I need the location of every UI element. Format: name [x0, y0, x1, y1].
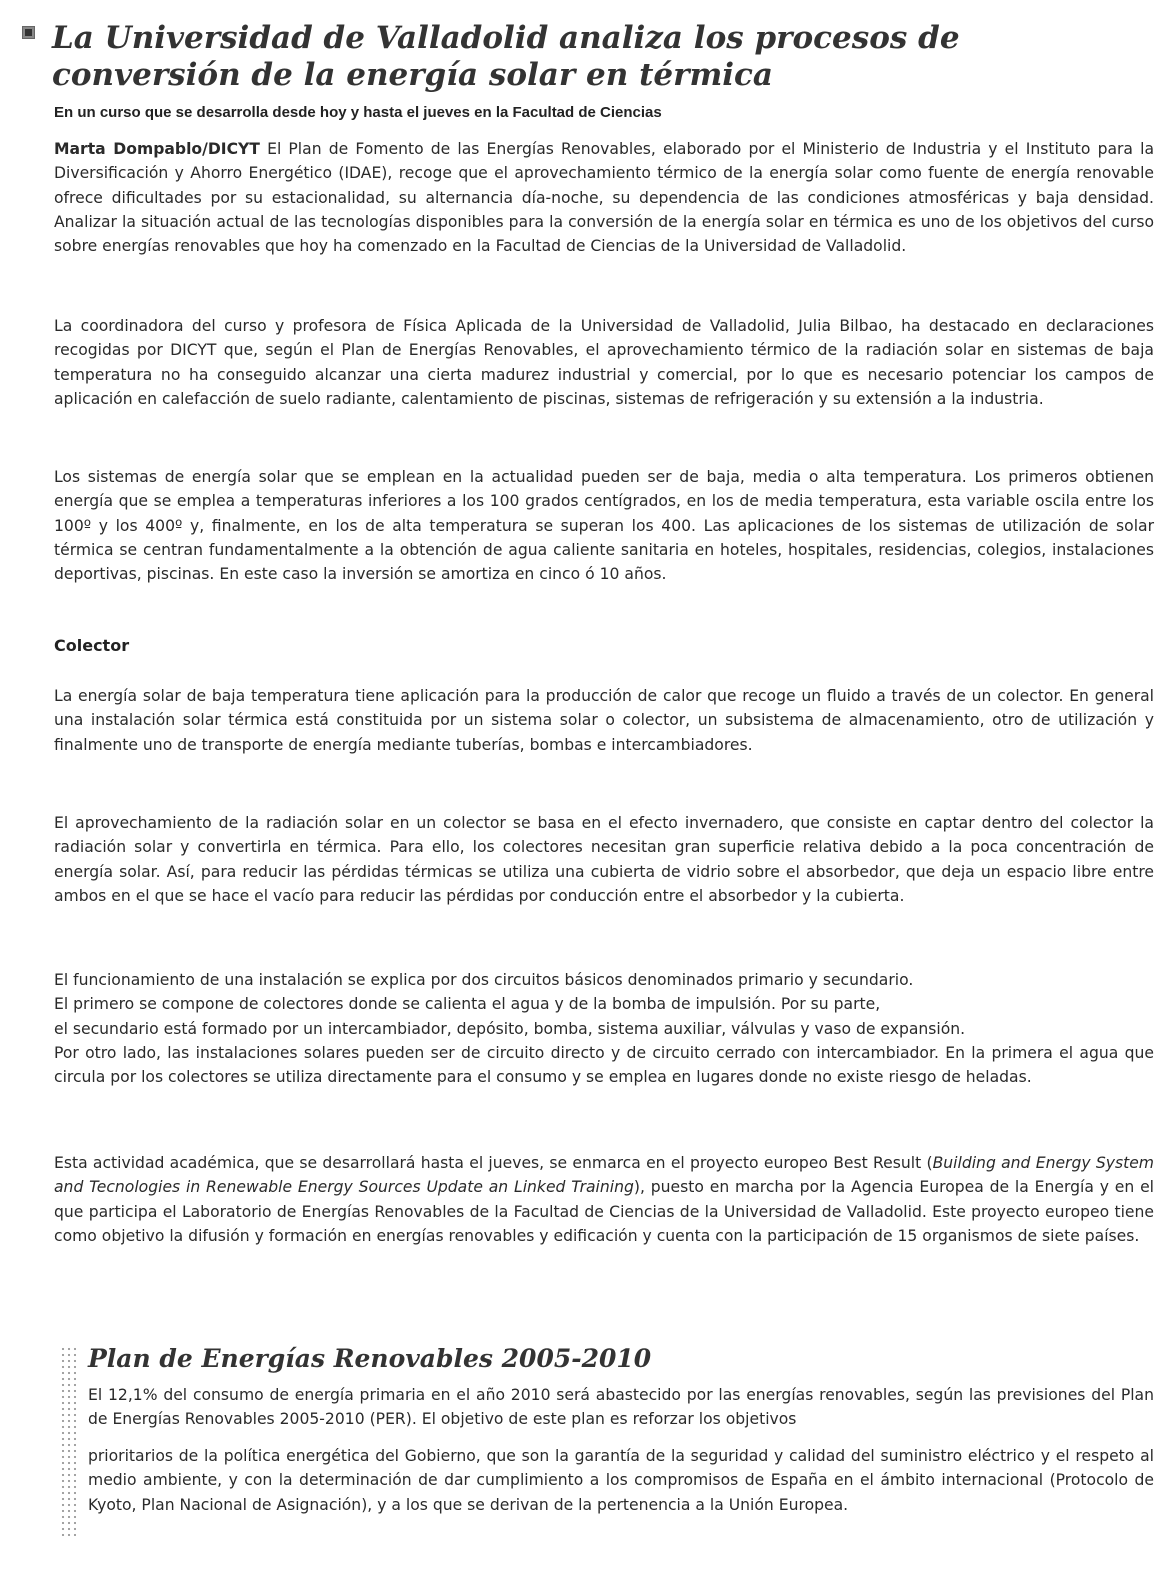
paragraph-7-text-a: Esta actividad académica, que se desarrollará hasta el jueves, se enmarca en el proyecto europeo Best Result (	[54, 1154, 933, 1172]
paragraph-1	[54, 137, 1154, 258]
sidebar-paragraph-1	[88, 1383, 1154, 1432]
sidebar-paragraph-2	[88, 1444, 1154, 1517]
paragraph-6-line-2: El primero se compone de colectores donde se calienta el agua y de la bomba de impulsión. Por su parte,	[54, 995, 881, 1014]
paragraph-5	[54, 811, 1154, 908]
paragraph-5-text: El aprovechamiento de la radiación solar en un colector se basa en el efecto invernadero, que consiste en captar dentro del colector la radiación solar y convertirla en térmica. Para ello, los colectores necesitan gran superficie relativa debido a la poca concentración de energía solar. Así, para reducir las pérdidas térmicas se utiliza una cubierta de vidrio sobre el absorbedor, que deja un espacio libre entre ambos en el que se hace el vacío para reducir las pérdidas por conducción entre el absorbedor y la cubierta.	[54, 814, 1154, 905]
paragraph-4-text: La energía solar de baja temperatura tiene aplicación para la producción de calor que recoge un fluido a través de un colector. En general una instalación solar térmica está constituida por un sistema solar o colector, un subsistema de almacenamiento, otro de utilización y finalmente uno de transporte de energía mediante tuberías, bombas e intercambiadores.	[54, 687, 1154, 754]
paragraph-3-text: Los sistemas de energía solar que se emplean en la actualidad pueden ser de baja, media o alta temperatura. Los primeros obtienen energía que se emplea a temperaturas inferiores a los 100 grados centígrados, en los de media temperatura, esta variable oscila entre los 100º y los 400º y, finalmente, en los de alta temperatura se superan los 400. Las aplicaciones de los sistemas de utilización de solar térmica se centran fundamentalmente a la obtención de agua caliente sanitaria en hoteles, hospitales, residencias, colegios, instalaciones deportivas, piscinas. En este caso la inversión se amortiza en cinco ó 10 años.	[54, 468, 1154, 584]
paragraph-1-text: El Plan de Fomento de las Energías Renovables, elaborado por el Ministerio de Industria y el Instituto para la Diversificación y Ahorro Energético (IDAE), recoge que el aprovechamiento térmico de la energía solar como fuente de energía renovable ofrece dificultades por su estacionalidad, su alternancia día-noche, su dependencia de las condiciones atmosféricas y baja densidad. Analizar la situación actual de las tecnologías disponibles para la conversión de la energía solar en térmica es uno de los objetivos del curso sobre energías renovables que hoy ha comenzado en la Facultad de Ciencias de la Universidad de Valladolid.	[54, 140, 1155, 256]
paragraph-6-line-1: El funcionamiento de una instalación se explica por dos circuitos básicos denominados primario y secundario.	[54, 971, 914, 989]
sidebar-paragraph-2-text: prioritarios de la política energética del Gobierno, que son la garantía de la seguridad y calidad del suministro eléctrico y el respeto al medio ambiente, y con la determinación de dar cumplimiento a los compromisos de España en el ámbito internacional (Protocolo de Kyoto, Plan Nacional de Asignación), y a los que se derivan de la pertenencia a la Unión Europea.	[88, 1447, 1154, 1514]
paragraph-2	[54, 314, 1154, 411]
article-subtitle: En un curso que se desarrolla desde hoy y hasta el jueves en la Facultad de Ciencias	[54, 104, 662, 121]
paragraph-3	[54, 465, 1154, 586]
paragraph-6-rest: Por otro lado, las instalaciones solares pueden ser de circuito directo y de circuito cerrado con intercambiador. En la primera el agua que circula por los colectores se utiliza directamente para el consumo y se emplea en lugares donde no existe riesgo de heladas.	[54, 1043, 1154, 1087]
sidebar-paragraph-1-text: El 12,1% del consumo de energía primaria en el año 2010 será abastecido por las energías renovables, según las previsiones del Plan de Energías Renovables 2005-2010 (PER). El objetivo de este plan es reforzar los objetivos	[88, 1386, 1154, 1429]
section-heading-colector: Colector	[54, 636, 130, 655]
project-name-italic: Building and Energy System and Tecnologies in Renewable Energy Sources Update an Linked Training	[54, 1154, 1154, 1197]
dotted-border-decoration	[60, 1346, 76, 1536]
paragraph-7	[54, 1151, 1154, 1248]
paragraph-7-text-b: ), puesto en marcha por la Agencia Europea de la Energía y en el que participa el Laboratorio de Energías Renovables de la Facultad de Ciencias de la Universidad de Valladolid. Este proyecto europeo tiene como objetivo la difusión y formación en energías renovables y edificación y cuenta con la participación de 15 organismos de siete países.	[54, 1178, 1154, 1245]
paragraph-4	[54, 684, 1154, 757]
paragraph-6	[54, 968, 1154, 1089]
author-byline: Marta Dompablo/DICYT	[54, 140, 260, 158]
paragraph-6-line-3: el secundario está formado por un intercambiador, depósito, bomba, sistema auxiliar, válvulas y vaso de expansión.	[54, 1019, 966, 1038]
sidebar-title: Plan de Energías Renovables 2005-2010	[88, 1344, 652, 1373]
square-bullet-icon	[22, 26, 35, 39]
article-title: La Universidad de Valladolid analiza los procesos de conversión de la energía solar en térmica	[52, 20, 960, 93]
paragraph-2-text: La coordinadora del curso y profesora de Física Aplicada de la Universidad de Valladolid, Julia Bilbao, ha destacado en declaraciones recogidas por DICYT que, según el Plan de Energías Renovables, el aprovechamiento térmico de la radiación solar en sistemas de baja temperatura no ha conseguido alcanzar una cierta madurez industrial y comercial, por lo que es necesario potenciar los campos de aplicación en calefacción de suelo radiante, calentamiento de piscinas, sistemas de refrigeración y su extensión a la industria.	[54, 317, 1154, 408]
